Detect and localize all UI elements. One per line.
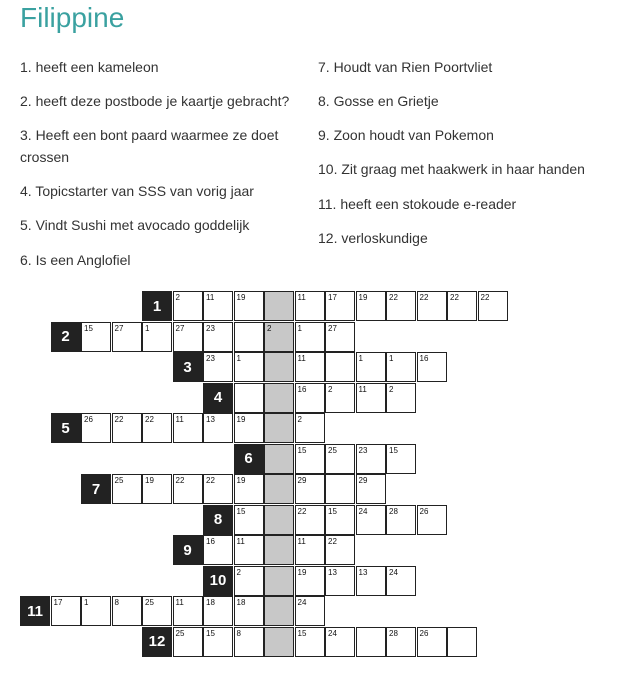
crossword-cell[interactable]: [386, 566, 416, 596]
cell-number: 13: [328, 567, 337, 577]
cell-number: 2: [175, 293, 180, 302]
cell-number: 17: [328, 293, 337, 302]
row-label-3: 3: [173, 352, 203, 382]
crossword-cell[interactable]: [356, 566, 386, 596]
cell-number: 15: [297, 628, 307, 638]
crossword-cell[interactable]: [173, 291, 203, 321]
crossword-cell[interactable]: [295, 291, 325, 321]
cell-number: 11: [297, 293, 306, 302]
cell-number: 26: [419, 628, 429, 638]
clue-10: 10. Zit graag met haakwerk in haar handen: [318, 161, 585, 177]
cell-number: 29: [297, 476, 307, 485]
cell-number: 11: [206, 293, 215, 302]
crossword-cell[interactable]: [295, 627, 325, 657]
cell-number: 17: [53, 598, 63, 607]
crossword-cell[interactable]: [325, 566, 355, 596]
crossword-cell[interactable]: [173, 627, 203, 657]
clue-2: 2. heeft deze postbode je kaartje gebracht?: [20, 93, 290, 109]
crossword-cell[interactable]: [234, 505, 264, 535]
crossword-cell[interactable]: [234, 627, 264, 657]
cell-number: 24: [328, 628, 337, 638]
crossword-cell[interactable]: [356, 352, 386, 382]
crossword-cell[interactable]: [325, 444, 355, 474]
crossword-cell[interactable]: [356, 505, 386, 535]
crossword-cell[interactable]: [112, 413, 142, 443]
cell-number: 22: [114, 415, 124, 424]
cell-number: 22: [145, 415, 154, 424]
crossword-cell[interactable]: [417, 291, 447, 321]
clue-11: 11. heeft een stokoude e-reader: [318, 196, 517, 212]
crossword-cell[interactable]: [325, 322, 355, 352]
crossword-cell[interactable]: [325, 627, 355, 657]
cell-number: 13: [358, 567, 368, 577]
cell-number: 19: [358, 293, 368, 302]
crossword-cell[interactable]: [234, 596, 264, 626]
cell-number: 13: [206, 415, 215, 424]
row-label-11: 11: [20, 596, 50, 626]
cell-number: 22: [328, 537, 337, 546]
crossword-cell[interactable]: [142, 474, 172, 504]
crossword-cell[interactable]: [417, 627, 447, 657]
crossword-cell[interactable]: [234, 566, 264, 596]
row-label-9: 9: [173, 535, 203, 565]
crossword-cell[interactable]: [142, 596, 172, 626]
clue-8: 8. Gosse en Grietje: [318, 93, 439, 109]
crossword-cell[interactable]: [234, 413, 264, 443]
cell-number: 16: [419, 354, 429, 363]
crossword-cell[interactable]: [386, 627, 416, 657]
solution-cell[interactable]: [264, 627, 294, 657]
cell-number: 11: [358, 384, 367, 394]
clue-4: 4. Topicstarter van SSS van vorig jaar: [20, 183, 254, 199]
cell-number: 22: [206, 476, 215, 485]
crossword-cell[interactable]: [356, 291, 386, 321]
page-title: Filippine: [20, 2, 125, 33]
crossword-cell[interactable]: [417, 352, 447, 382]
cell-number: 18: [206, 598, 215, 607]
row-label-2: 2: [51, 322, 81, 352]
crossword-cell[interactable]: [81, 413, 111, 443]
crossword-cell[interactable]: [325, 383, 355, 413]
crossword-cell[interactable]: [173, 474, 203, 504]
cell-number: 25: [328, 445, 337, 455]
crossword-cell[interactable]: [203, 413, 233, 443]
crossword-cell[interactable]: [386, 352, 416, 382]
cell-number: 22: [450, 293, 459, 302]
crossword-cell[interactable]: [325, 352, 355, 382]
row-label-7: 7: [81, 474, 111, 504]
cell-number: 8: [236, 628, 241, 638]
clue-1: 1. heeft een kameleon: [20, 59, 159, 75]
cell-number: 11: [297, 354, 306, 363]
crossword-cell[interactable]: [234, 535, 264, 565]
cell-number: 23: [206, 354, 215, 363]
crossword-cell[interactable]: [112, 596, 142, 626]
clue-3: 3. Heeft een bont paard waarmee ze doet crossen: [20, 127, 279, 165]
crossword-cell[interactable]: [478, 291, 508, 321]
crossword-cell[interactable]: [112, 474, 142, 504]
cell-number: 24: [297, 598, 307, 607]
row-label-1: 1: [142, 291, 172, 321]
cell-number: 15: [236, 506, 246, 516]
crossword-cell[interactable]: [234, 352, 264, 382]
cell-number: 11: [236, 537, 245, 546]
solution-cell[interactable]: [264, 352, 294, 382]
crossword-cell[interactable]: [112, 322, 142, 352]
crossword-cell[interactable]: [173, 596, 203, 626]
solution-cell[interactable]: [264, 474, 294, 504]
crossword-cell[interactable]: [203, 352, 233, 382]
crossword-cell[interactable]: [417, 505, 447, 535]
crossword-cell[interactable]: [203, 627, 233, 657]
cell-number: 22: [419, 293, 429, 302]
row-label-8: 8: [203, 505, 233, 535]
crossword-cell[interactable]: [295, 383, 325, 413]
cell-number: 2: [267, 323, 272, 333]
clue-12: 12. verloskundige: [318, 230, 428, 246]
cell-number: 1: [145, 323, 150, 333]
crossword-cell[interactable]: [295, 322, 325, 352]
cell-number: 8: [114, 598, 119, 607]
cell-number: 16: [297, 384, 307, 394]
cell-number: 27: [114, 323, 124, 333]
cell-number: 27: [328, 323, 337, 333]
crossword-cell[interactable]: [295, 535, 325, 565]
cell-number: 19: [236, 415, 246, 424]
crossword-cell[interactable]: [142, 322, 172, 352]
crossword-cell[interactable]: [81, 322, 111, 352]
crossword-cell[interactable]: [295, 474, 325, 504]
crossword-cell[interactable]: [81, 596, 111, 626]
crossword-cell[interactable]: [203, 474, 233, 504]
cell-number: 1: [297, 323, 302, 333]
solution-cell[interactable]: [264, 535, 294, 565]
crossword-cell[interactable]: [356, 474, 386, 504]
crossword-cell[interactable]: [386, 505, 416, 535]
cell-number: 19: [236, 476, 246, 485]
clue-7: 7. Houdt van Rien Poortvliet: [318, 59, 493, 75]
cell-number: 25: [114, 476, 124, 485]
crossword-cell[interactable]: [447, 627, 477, 657]
row-label-12: 12: [142, 627, 172, 657]
row-label-10: 10: [203, 566, 233, 596]
cell-number: 24: [389, 567, 398, 577]
row-label-4: 4: [203, 383, 233, 413]
crossword-cell[interactable]: [356, 444, 386, 474]
crossword-cell[interactable]: [234, 291, 264, 321]
solution-cell[interactable]: [264, 566, 294, 596]
crossword-cell[interactable]: [386, 444, 416, 474]
cell-number: 22: [297, 506, 307, 516]
crossword-cell[interactable]: [447, 291, 477, 321]
cell-number: 1: [358, 354, 363, 363]
clue-9: 9. Zoon houdt van Pokemon: [318, 127, 494, 143]
solution-cell[interactable]: [264, 291, 294, 321]
crossword-cell[interactable]: [325, 291, 355, 321]
cell-number: 29: [358, 476, 368, 485]
cell-number: 2: [236, 567, 241, 577]
row-label-6: 6: [234, 444, 264, 474]
cell-number: 16: [206, 537, 215, 546]
cell-number: 15: [297, 445, 307, 455]
crossword-cell[interactable]: [234, 383, 264, 413]
cell-number: 1: [389, 354, 394, 363]
solution-cell[interactable]: [264, 505, 294, 535]
cell-number: 27: [175, 323, 185, 333]
cell-number: 23: [206, 323, 215, 333]
crossword-cell[interactable]: [356, 383, 386, 413]
cell-number: 15: [389, 445, 398, 455]
cell-number: 18: [236, 598, 246, 607]
crossword-cell[interactable]: [325, 505, 355, 535]
crossword-cell[interactable]: [356, 627, 386, 657]
crossword-cell[interactable]: [295, 413, 325, 443]
cell-number: 15: [84, 323, 93, 333]
solution-cell[interactable]: [264, 322, 294, 352]
solution-cell[interactable]: [264, 596, 294, 626]
cell-number: 26: [84, 415, 93, 424]
cell-number: 15: [206, 628, 215, 638]
cell-number: 19: [236, 293, 246, 302]
cell-number: 28: [389, 506, 398, 516]
cell-number: 25: [175, 628, 185, 638]
solution-cell[interactable]: [264, 383, 294, 413]
cell-number: 19: [297, 567, 307, 577]
crossword-cell[interactable]: [173, 322, 203, 352]
cell-number: 1: [236, 354, 241, 363]
cell-number: 11: [297, 537, 306, 546]
crossword-cell[interactable]: [325, 474, 355, 504]
solution-cell[interactable]: [264, 413, 294, 443]
crossword-cell[interactable]: [386, 291, 416, 321]
clue-6: 6. Is een Anglofiel: [20, 252, 131, 268]
crossword-cell[interactable]: [203, 322, 233, 352]
crossword-cell[interactable]: [295, 566, 325, 596]
crossword-cell[interactable]: [173, 413, 203, 443]
cell-number: 11: [175, 598, 184, 607]
cell-number: 1: [84, 598, 89, 607]
cell-number: 15: [328, 506, 337, 516]
crossword-cell[interactable]: [234, 474, 264, 504]
clue-5: 5. Vindt Sushi met avocado goddelijk: [20, 217, 250, 233]
cell-number: 19: [145, 476, 154, 485]
row-label-5: 5: [51, 413, 81, 443]
cell-number: 26: [419, 506, 429, 516]
crossword-cell[interactable]: [295, 596, 325, 626]
cell-number: 28: [389, 628, 398, 638]
cell-number: 25: [145, 598, 154, 607]
cell-number: 22: [480, 293, 490, 302]
cell-number: 22: [389, 293, 398, 302]
cell-number: 2: [328, 384, 333, 394]
crossword-cell[interactable]: [203, 535, 233, 565]
crossword-cell[interactable]: [203, 291, 233, 321]
crossword-cell[interactable]: [142, 413, 172, 443]
cell-number: 11: [175, 415, 184, 424]
crossword-cell[interactable]: [234, 322, 264, 352]
crossword-cell[interactable]: [295, 352, 325, 382]
crossword-cell[interactable]: [295, 444, 325, 474]
crossword-cell[interactable]: [325, 535, 355, 565]
cell-number: 2: [389, 384, 394, 394]
crossword-cell[interactable]: [386, 383, 416, 413]
crossword-cell[interactable]: [295, 505, 325, 535]
cell-number: 24: [358, 506, 368, 516]
cell-number: 22: [175, 476, 185, 485]
crossword-cell[interactable]: [51, 596, 81, 626]
crossword-cell[interactable]: [203, 596, 233, 626]
solution-cell[interactable]: [264, 444, 294, 474]
cell-number: 23: [358, 445, 368, 455]
cell-number: 2: [297, 415, 302, 424]
